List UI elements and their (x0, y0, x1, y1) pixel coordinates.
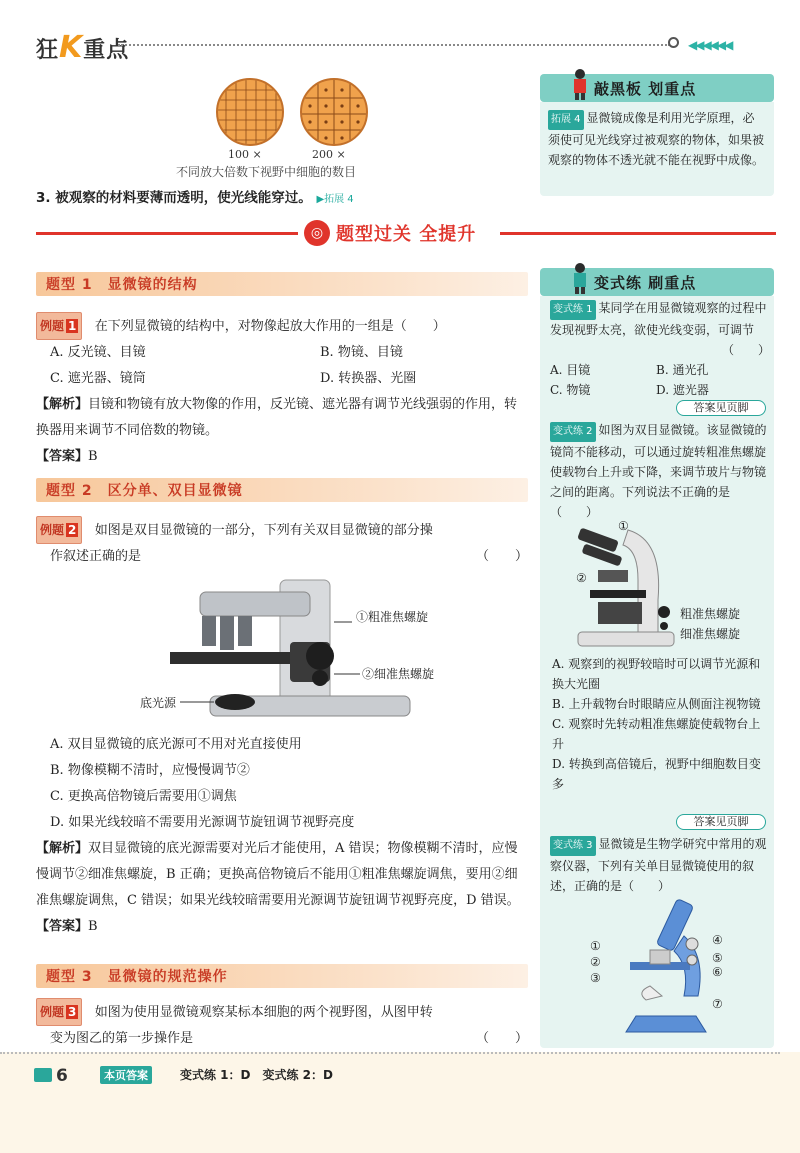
example-1-option-d[interactable]: D. 转换器、光圈 (320, 371, 417, 386)
example-2-tag: 例题 2 (36, 516, 82, 544)
example-2-option-b[interactable]: B. 物像模糊不清时，应慢慢调节② (50, 763, 250, 778)
teacher-figure-icon (570, 68, 590, 100)
header-circle-icon (668, 37, 679, 48)
cells-100x-image (216, 78, 284, 146)
example-2-answer: B (88, 919, 98, 934)
cells-200x-image (300, 78, 368, 146)
example-2-body: A. 双目显微镜的底光源可不用对光直接使用 B. 物像模糊不清时，应慢慢调节② C. 更换高倍物镜后需要用①调焦 D. 如果光线较暗不需要用光源调节旋钮调节视野亮度 【解析】双目显微镜的底光源需要对光后才能使用，A 错误；物像模糊不清时，应慢慢调节②细准焦螺旋，B 正确；更换高倍物镜后不能用①粗准焦螺旋调焦，要用②细准焦螺旋调焦，C 错误；如果光线较暗需要用光源调节旋钮调节视野亮度，D 错误。 【答案】B (36, 732, 528, 940)
practice-3-microscope-image (606, 896, 726, 1036)
practice-3-fig-label-5: ⑤ (712, 951, 723, 965)
practice-2-see-answer-button[interactable]: 答案见页脚 (676, 814, 766, 830)
example-1-option-c[interactable]: C. 遮光器、镜筒 (50, 371, 146, 386)
page-number: 6 (56, 1066, 68, 1086)
footer-dotted-line (0, 1052, 780, 1054)
example-2-option-a[interactable]: A. 双目显微镜的底光源可不用对光直接使用 (50, 737, 302, 752)
cells-100x-label: 100 × (228, 148, 262, 161)
student-figure-icon (570, 262, 590, 294)
example-1-analysis: 目镜和物镜有放大物像的作用，反光镜、遮光器有调节光线强弱的作用，转换器用来调节不同倍数的物镜。 (36, 397, 518, 438)
cells-200x-label: 200 × (312, 148, 346, 161)
practice-3-tag: 变式练 3 (550, 836, 596, 856)
example-1-answer: B (88, 449, 98, 464)
blackboard-header (540, 74, 774, 102)
example-2-option-c[interactable]: C. 更换高倍物镜后需要用①调焦 (50, 789, 237, 804)
example-1-question: 在下列显微镜的结构中，对物像起放大作用的一组是（ ） (94, 319, 446, 334)
example-1: 例题 1 在下列显微镜的结构中，对物像起放大作用的一组是（ ） A. 反光镜、目镜 B. 物镜、目镜 C. 遮光器、镜筒 D. 转换器、光圈 【解析】目镜和物镜有放大物像的作用，反光镜、遮光器有调节光线强弱的作用，转换器用来调节不同倍数的物镜。 【答案】B (36, 312, 528, 470)
page-header (0, 26, 800, 66)
figure-label-coarse-focus: ①粗准焦螺旋 (356, 610, 429, 624)
section-banner (298, 218, 500, 248)
practice-3-fig-label-4: ④ (712, 933, 723, 947)
practice-2-fig-label-fine: 细准焦螺旋 (680, 627, 741, 641)
header-dotted-line (118, 44, 670, 46)
figure-label-fine-focus: ②细准焦螺旋 (362, 667, 435, 681)
blackboard-box (540, 102, 774, 196)
practice-2-option-c[interactable]: C. 观察时先转动粗准焦螺旋使载物台上升 (552, 717, 761, 751)
example-1-option-a[interactable]: A. 反光镜、目镜 (50, 345, 146, 360)
practice-1: 变式练 1 某同学在用显微镜观察的过程中发现视野太亮，欲使光线变弱，可调节 （ ） A. 目镜 B. 通光孔 C. 物镜 D. 遮光器 (550, 298, 770, 400)
banner-target-icon: ◎ (304, 220, 330, 246)
cells-figure-caption: 不同放大倍数下视野中细胞的数目 (176, 165, 357, 179)
practice-header (540, 268, 774, 296)
example-3-tag: 例题 3 (36, 998, 82, 1026)
example-2-option-d[interactable]: D. 如果光线较暗不需要用光源调节旋钮调节视野亮度 (50, 815, 355, 830)
extension-tag: 拓展 4 (548, 110, 584, 130)
figure-label-bottom-light: 底光源 (140, 696, 177, 710)
practice-2: 变式练 2 如图为双目显微镜。该显微镜的镜筒不能移动，可以通过旋转粗准焦螺旋使载物台上升或下降，来调节玻片与物镜之间的距离。下列说法不正确的是（ ） (550, 423, 767, 519)
practice-1-tag: 变式练 1 (550, 300, 596, 320)
practice-3-fig-label-1: ① (590, 939, 601, 953)
example-2-question-block: 例题 2 如图是双目显微镜的一部分，下列有关双目显微镜的部分操 作叙述正确的是 （ ） (36, 516, 528, 570)
practice-3-fig-label-6: ⑥ (712, 965, 723, 979)
example-1-option-b[interactable]: B. 物镜、目镜 (320, 345, 403, 360)
page-mountain-icon (34, 1068, 52, 1082)
header-arrows-icon: ◀◀◀◀◀◀ (688, 38, 732, 52)
practice-2-option-a[interactable]: A. 观察到的视野较暗时可以调节光源和换大光圈 (552, 657, 761, 691)
practice-1-option-a[interactable]: A. 目镜 (550, 363, 591, 377)
example-2-analysis: 双目显微镜的底光源需要对光后才能使用，A 错误；物像模糊不清时，应慢慢调节②细准焦螺旋，B 正确；更换高倍物镜后不能用①粗准焦螺旋调焦，要用②细准焦螺旋调焦，C 错误；如果光线较暗需要用光源调节旋钮调节视野亮度，D 错误。 (36, 841, 520, 908)
page-answers: 变式练 1：D 变式练 2：D (180, 1068, 333, 1082)
practice-1-option-b[interactable]: B. 通光孔 (656, 363, 709, 377)
practice-2-options (552, 654, 770, 794)
example-3: 例题 3 如图为使用显微镜观察某标本细胞的两个视野图，从图甲转 变为图乙的第一步操作是 （ ） (36, 998, 528, 1052)
practice-1-see-answer-button[interactable]: 答案见页脚 (676, 400, 766, 416)
blackboard-title: 敲黑板 划重点 (594, 80, 697, 98)
banner-title: 题型过关 全提升 (336, 224, 477, 245)
practice-3: 变式练 3 显微镜是生物学研究中常用的观察仪器，下列有关单目显微镜使用的叙述，正确的是（ ） (550, 837, 767, 893)
practice-title: 变式练 刷重点 (594, 274, 697, 292)
key-point-3: 3. 被观察的材料要薄而透明，使光线能穿过。 ▶拓展 4 (36, 190, 354, 206)
practice-3-fig-label-3: ③ (590, 971, 601, 985)
practice-1-option-d[interactable]: D. 遮光器 (656, 383, 709, 397)
section-3-header: 题型 3 显微镜的规范操作 (36, 964, 528, 988)
brand-logo: 狂K重点 (36, 30, 130, 65)
extension-link[interactable]: ▶拓展 4 (316, 194, 354, 205)
practice-2-option-b[interactable]: B. 上升载物台时眼睛应从侧面注视物镜 (552, 697, 761, 711)
practice-2-fig-label-2: ② (576, 571, 587, 585)
page-answers-tag: 本页答案 (100, 1066, 152, 1084)
section-2-header: 题型 2 区分单、双目显微镜 (36, 478, 528, 502)
blackboard-text: 显微镜成像是利用光学原理，必须使可见光线穿过被观察的物体，如果被观察的物体不透光就不能在视野中成像。 (548, 111, 765, 167)
practice-2-fig-label-coarse: 粗准焦螺旋 (680, 607, 741, 621)
section-1-header: 题型 1 显微镜的结构 (36, 272, 528, 296)
practice-3-fig-label-7: ⑦ (712, 997, 723, 1011)
practice-2-option-d[interactable]: D. 转换到高倍镜后，视野中细胞数目变多 (552, 757, 761, 791)
practice-1-option-c[interactable]: C. 物镜 (550, 383, 591, 397)
practice-2-fig-label-1: ① (618, 519, 629, 533)
example-1-tag: 例题 1 (36, 312, 82, 340)
binocular-microscope-image (140, 572, 470, 724)
practice-3-fig-label-2: ② (590, 955, 601, 969)
practice-2-tag: 变式练 2 (550, 422, 596, 442)
